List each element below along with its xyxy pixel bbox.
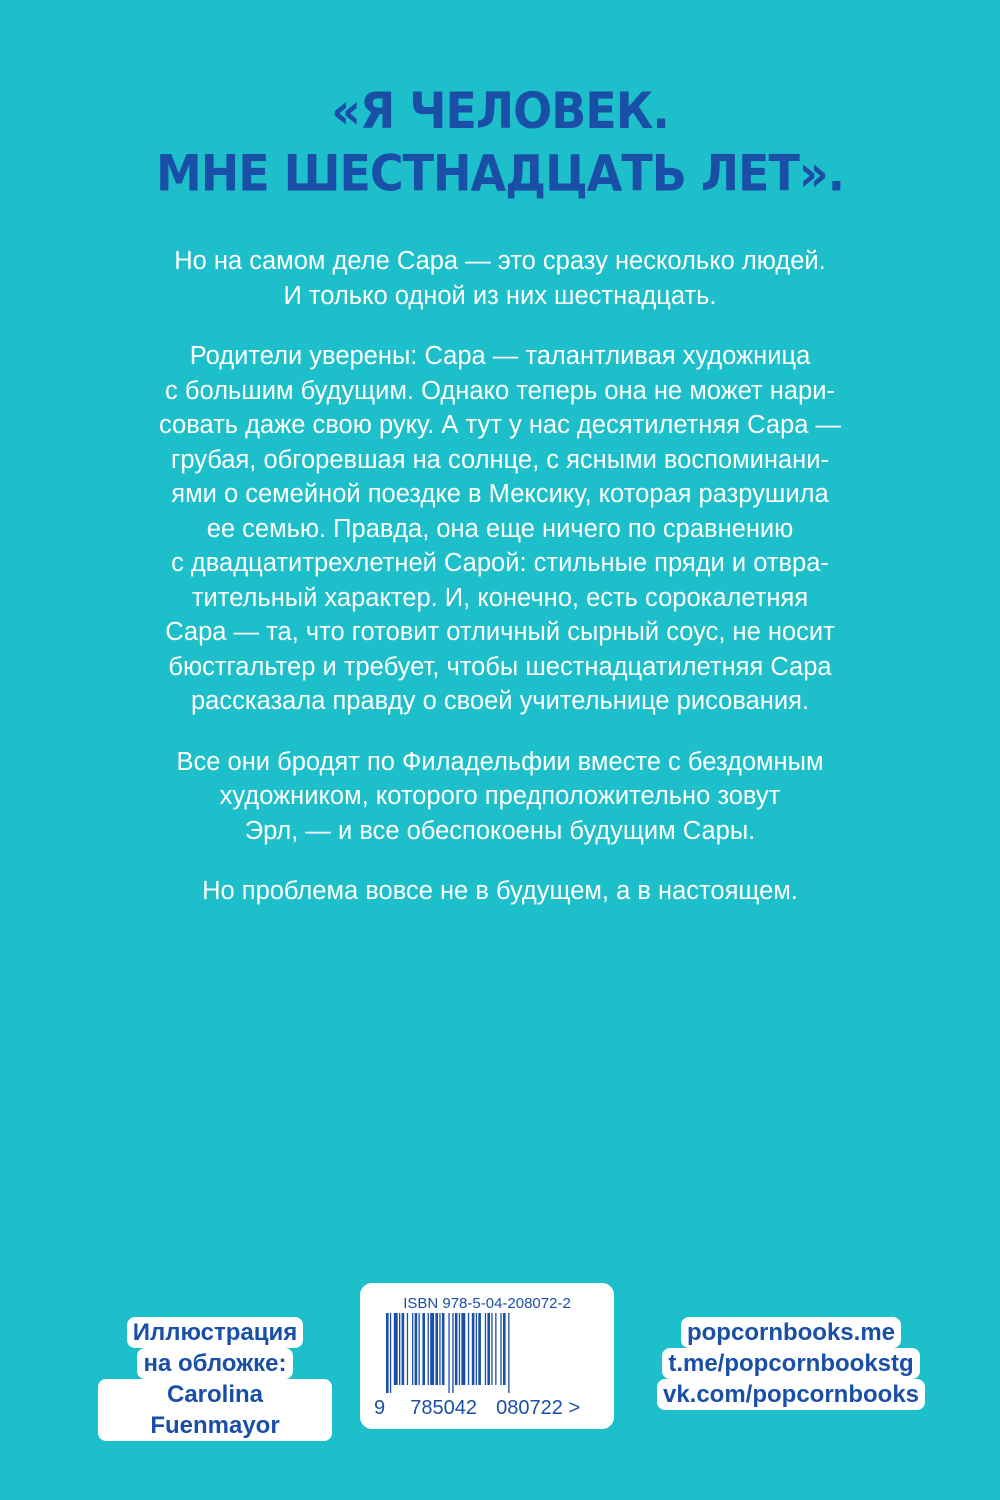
- text-line: грубая, обгоревшая на солнце, с ясными воспоминани-: [171, 445, 829, 474]
- headline-line-2: МНЕ ШЕСТНАДЦАТЬ ЛЕТ».: [155, 144, 845, 203]
- text-line: тительный характер. И, конечно, есть сорокалетняя: [191, 583, 809, 612]
- text-line: И только одной из них шестнадцать.: [283, 281, 717, 310]
- illustration-credit: [98, 1317, 332, 1441]
- website-link[interactable]: popcornbooks.me: [681, 1317, 901, 1348]
- headline: [0, 79, 1000, 204]
- barcode-group-2: 080722: [496, 1397, 563, 1419]
- text-line: совать даже свою руку. А тут у нас десятилетняя Сара —: [159, 411, 841, 439]
- barcode-marker: >: [568, 1397, 581, 1419]
- credit-line: Иллюстрация: [127, 1317, 304, 1348]
- credit-name: Carolina Fuenmayor: [98, 1379, 332, 1441]
- text-line: художником, которого предположительно зовут: [219, 782, 781, 810]
- text-line: ями о семейной поездке в Мексику, которая разрушила: [171, 480, 829, 508]
- text-line: Все они бродят по Филадельфии вместе с бездомным: [176, 747, 824, 776]
- text-line: с большим будущим. Однако теперь она не может нари-: [165, 376, 835, 405]
- text-line: рассказала правду о своей учительнице рисования.: [190, 687, 809, 715]
- barcode-icon: [386, 1313, 586, 1393]
- text-line: с двадцатитрехлетней Сарой: стильные пряди и отвра-: [171, 549, 829, 577]
- barcode-digits: [374, 1397, 604, 1420]
- text-line: ее семью. Правда, она еще ничего по сравнению: [206, 514, 794, 543]
- paragraph-1: [100, 244, 900, 313]
- barcode-first-digit: 9: [374, 1397, 386, 1419]
- barcode-sticker: [360, 1283, 614, 1429]
- text-line: Эрл, — и все обеспокоены будущим Сары.: [244, 816, 756, 845]
- text-line: Сара — та, что готовит отличный сырный соус, не носит: [165, 618, 835, 646]
- text-line: бюстгальтер и требует, чтобы шестнадцатилетняя Сара: [168, 652, 832, 681]
- text-line: Но проблема вовсе не в будущем, а в настоящем.: [202, 877, 798, 905]
- paragraph-3: [100, 745, 900, 849]
- isbn-label: ISBN 978-5-04-208072-2: [403, 1295, 571, 1312]
- paragraph-4: [100, 874, 900, 909]
- vk-link[interactable]: vk.com/popcornbooks: [657, 1379, 925, 1410]
- publisher-links: [656, 1317, 926, 1410]
- paragraph-2: [100, 339, 900, 719]
- text-line: Но на самом деле Сара — это сразу несколько людей.: [174, 247, 826, 275]
- headline-line-1: «Я ЧЕЛОВЕК.: [331, 81, 669, 140]
- telegram-link[interactable]: t.me/popcornbookstg: [662, 1348, 919, 1379]
- text-line: Родители уверены: Сара — талантливая художница: [189, 342, 811, 370]
- barcode-group-1: 785042: [410, 1397, 477, 1419]
- blurb: [100, 244, 900, 935]
- credit-line: на обложке:: [137, 1348, 292, 1379]
